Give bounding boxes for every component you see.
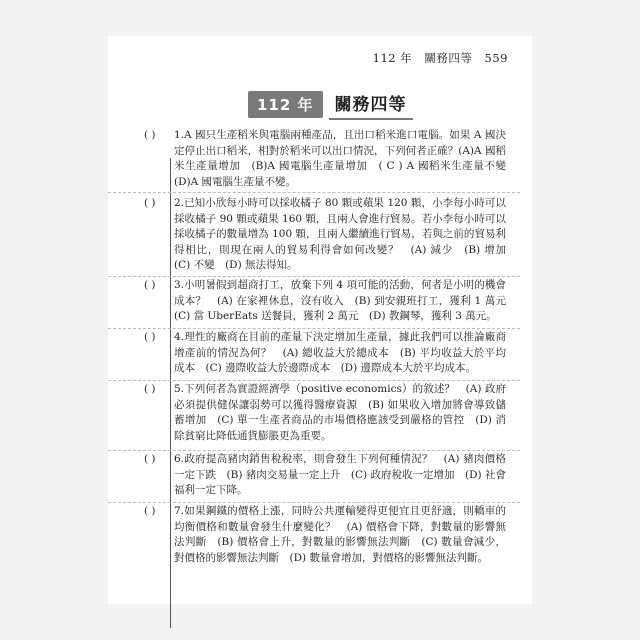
answer-blank: ( ): [144, 279, 156, 291]
header-section: 關務四等: [424, 51, 473, 65]
question-text: 2.已知小欣每小時可以採收橘子 80 顆或蘋果 120 顆，小李每小時可以採收橘子 90 顆或蘋果 160 顆，且兩人會進行貿易。若小李每小時可以採收橘子的數量增為 100 顆，且兩人繼續進行貿易，若與之前的貿易利得相比，則現在兩人的貿易利得會如何改變？ (A) 減少 (B) 增加 (C) 不變 (D) 無法得知。: [174, 197, 517, 271]
question-text: 5.下列何者為實證經濟學（positive economics）的敘述？ (A) 政府必須提供健保讓弱勢可以獲得醫療資源 (B) 如果收入增加將會導致儲蓄增加 (C) 單一生產者商品的市場價格應該受到嚴格的管控 (D) 消除貧窮比降低通貨膨脹更為重要。: [174, 383, 506, 442]
question-divider: [108, 328, 520, 329]
question-text: 1.A 國只生產稻米與電腦兩種產品，且出口稻米進口電腦。如果 A 國決定停止出口稻米，相對於稻米可以出口情況，下列何者正確？(A)A 國稻米生產量增加 (B)A 國電腦生產量增加 ( C ) A 國稻米生產量不變 (D)A 國電腦生產量不變。: [174, 129, 517, 188]
question-text: 4.理性的廠商在目前的產量下決定增加生產量，據此我們可以推論廠商增產前的情況為何？ (A) 總收益大於總成本 (B) 平均收益大於平均成本 (C) 邊際收益大於邊際成本 (D) 邊際成本大於平均成本。: [174, 331, 506, 374]
question-divider: [108, 502, 520, 503]
question-divider: [108, 192, 520, 193]
header-year: 112 年: [372, 51, 413, 65]
textbook-page: [108, 36, 532, 604]
answer-blank: ( ): [144, 505, 156, 517]
question-divider: [108, 380, 520, 381]
answer-column-divider: [170, 158, 171, 628]
exam-title: [248, 90, 413, 118]
question-text: 6.政府提高豬肉銷售稅稅率，則會發生下列何種情況？ (A) 豬肉價格一定下跌 (B) 豬肉交易量一定上升 (C) 政府稅收一定增加 (D) 社會福利一定下降。: [174, 453, 506, 496]
question-text: 7.如果鋼鐵的價格上漲，同時公共運輸變得更便宜且更舒適，則轎車的均衡價格和數量會發生什麼變化？ (A) 價格會下降，對數量的影響無法判斷 (B) 價格會上升，對數量的影響無法判斷 (C) 數量會減少，對價格的影響無法判斷 (D) 數量會增加，對價格的影響無法判斷。: [174, 505, 506, 564]
question-text: 3.小明暑假到超商打工，放棄下列 4 項可能的活動，何者是小明的機會成本？ (A) 在家裡休息，沒有收入 (B) 到安親班打工，獲利 1 萬元 (C) 當 UberEats 送餐員，獲利 2 萬元 (D) 教鋼琴，獲利 3 萬元。: [174, 279, 517, 322]
question-divider: [108, 276, 520, 277]
page-number: 559: [484, 51, 508, 65]
answer-blank: ( ): [144, 383, 156, 395]
running-header: [365, 50, 508, 66]
exam-title-text: 關務四等: [329, 88, 413, 120]
question-divider: [108, 450, 520, 451]
answer-blank: ( ): [144, 453, 156, 465]
answer-blank: ( ): [144, 197, 156, 209]
year-badge: 112 年: [248, 91, 323, 118]
answer-blank: ( ): [144, 129, 156, 141]
answer-blank: ( ): [144, 331, 156, 343]
